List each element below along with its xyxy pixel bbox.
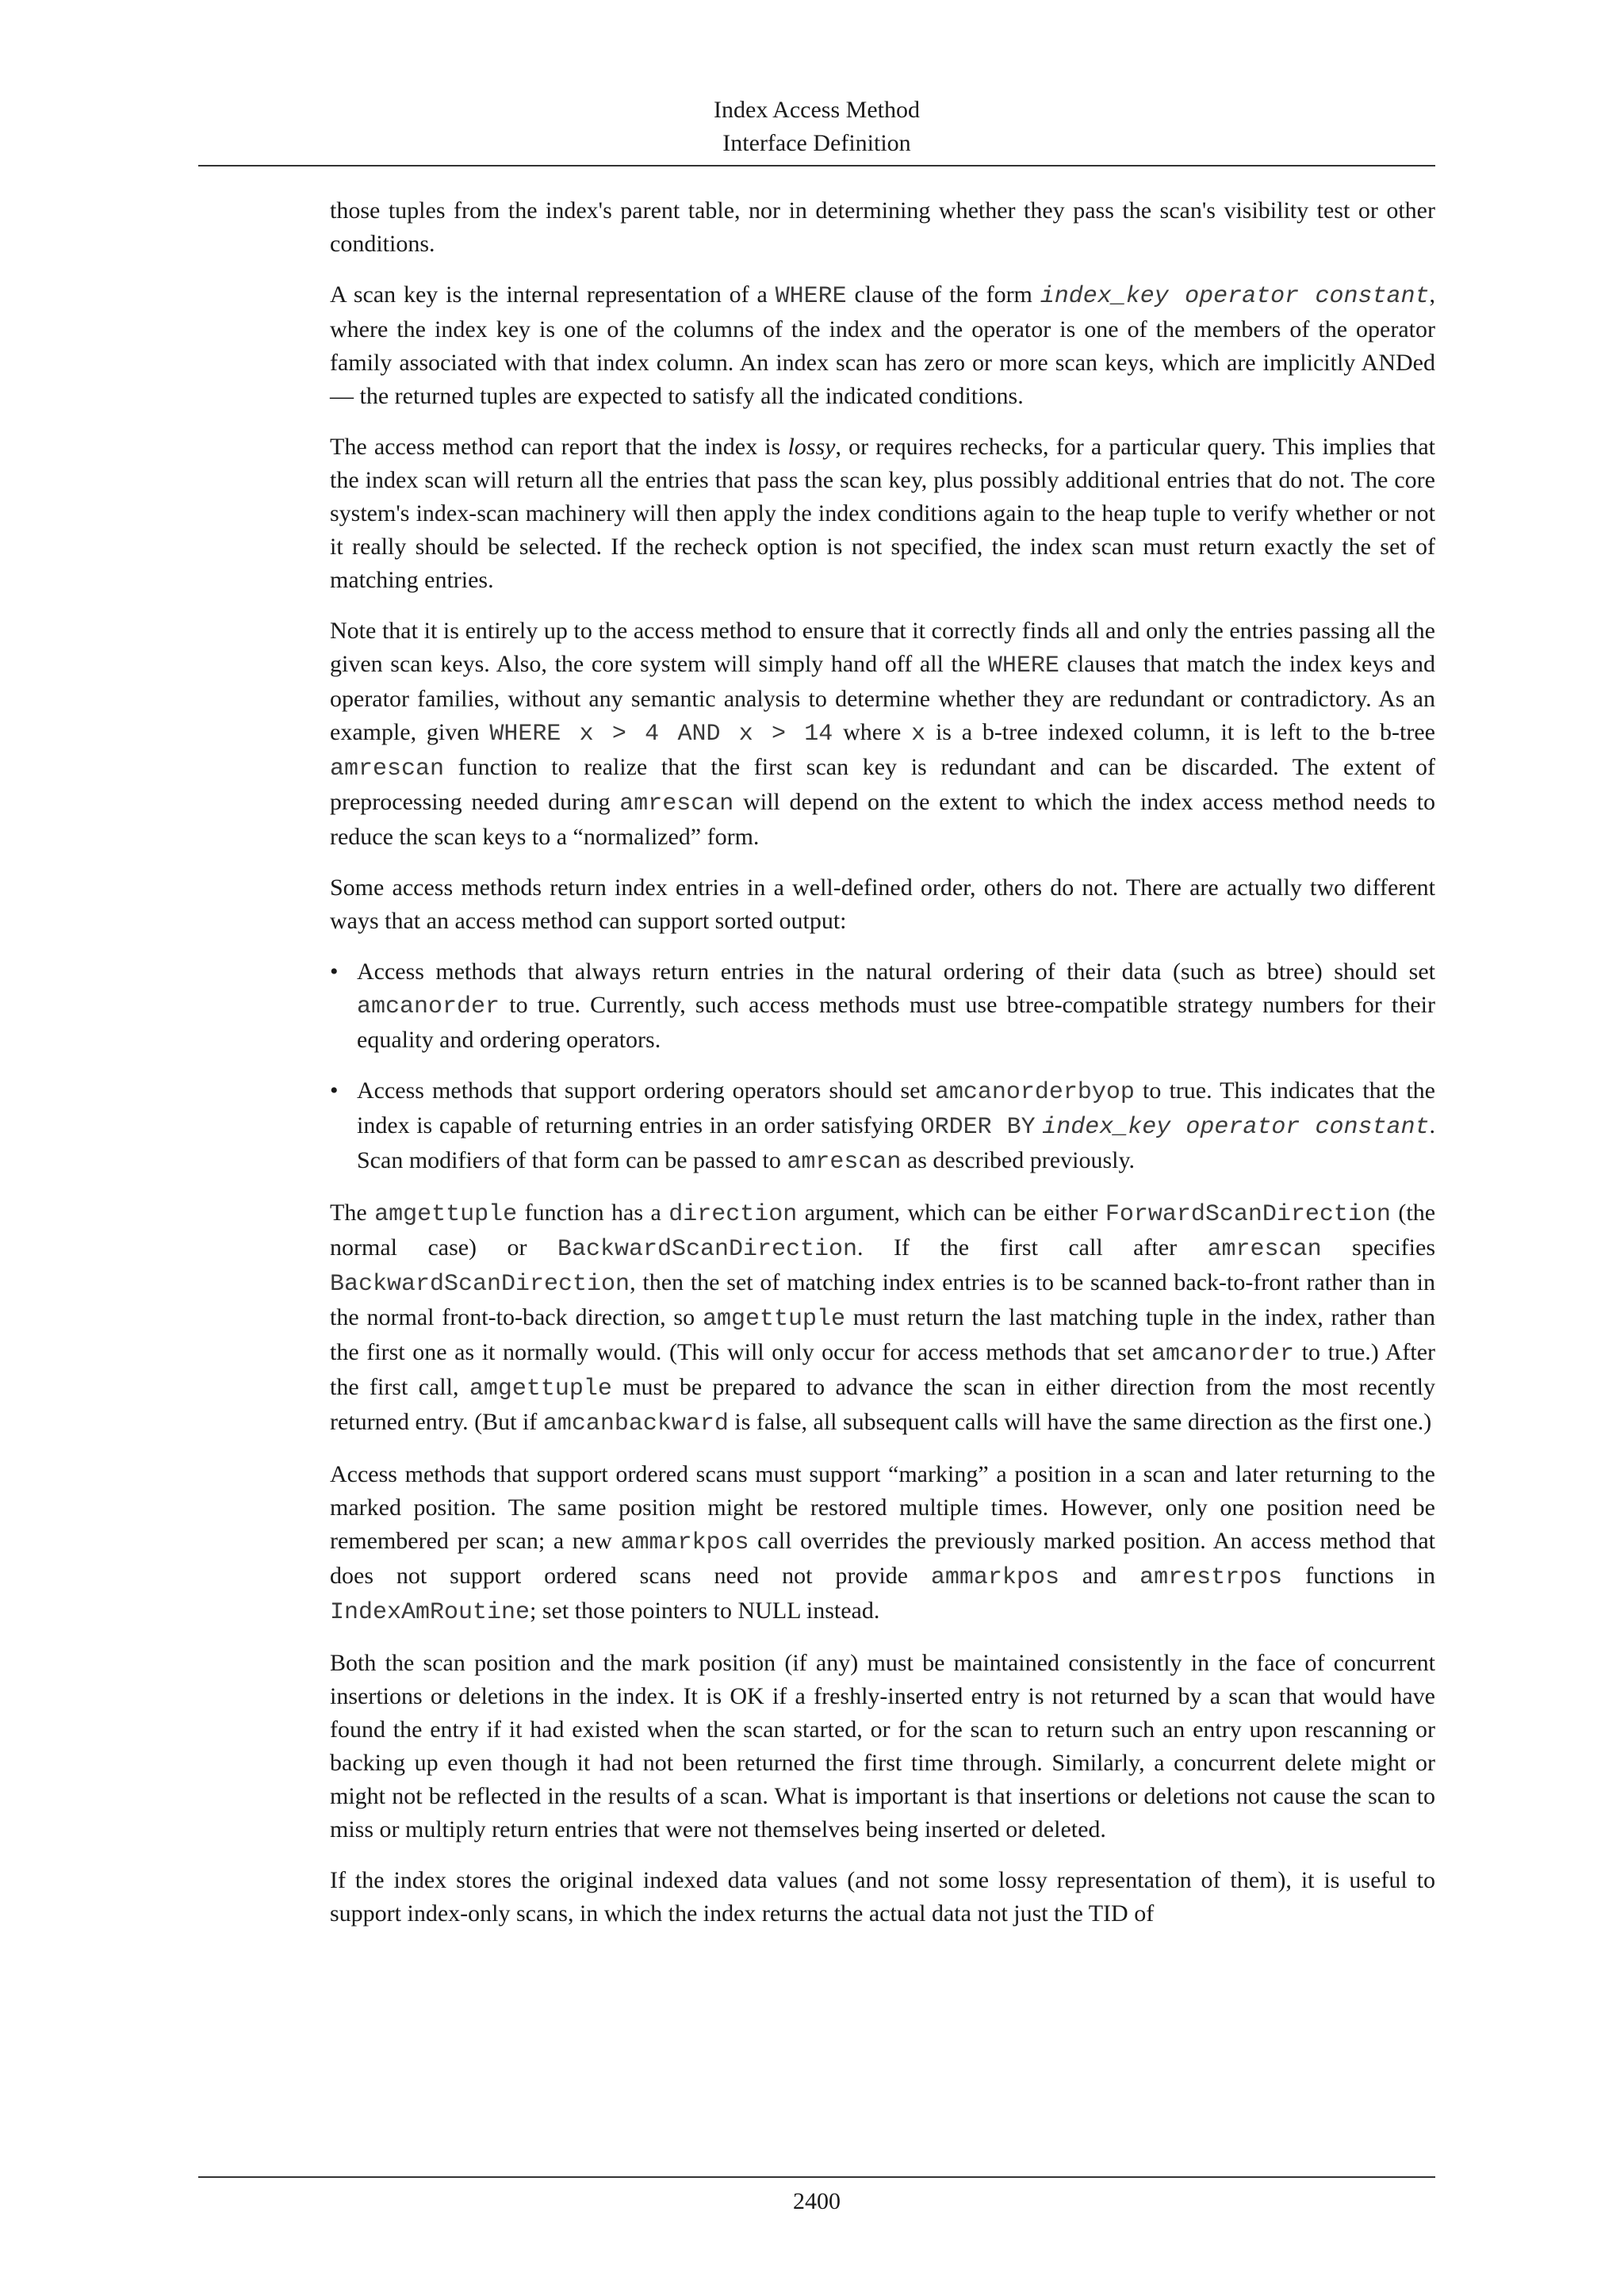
- paragraph-concurrency: [330, 1647, 1435, 1846]
- paragraph-sorted-output: [330, 871, 1435, 938]
- code-amgettuple: amgettuple: [469, 1376, 612, 1402]
- paragraph-amgettuple-direction: [330, 1196, 1435, 1441]
- sorted-output-list: [330, 955, 1435, 1179]
- footer-rule: [198, 2176, 1435, 2178]
- code-amcanorderbyop: amcanorderbyop: [934, 1079, 1135, 1106]
- text-run: functions in: [1282, 1563, 1435, 1589]
- paragraph-index-only-scans: [330, 1864, 1435, 1931]
- header-rule: [198, 165, 1435, 166]
- code-where: WHERE: [775, 283, 847, 310]
- text-run: function has a: [517, 1200, 669, 1226]
- text-run: call overrides the previously marked position. An access method that does not support ordered scans need not provide: [330, 1528, 1436, 1589]
- text-run: will depend on the extent to which the index access method needs to reduce the scan keys to a “normalized” form.: [330, 789, 1435, 850]
- code-x: x: [911, 721, 926, 748]
- code-where: WHERE: [987, 652, 1059, 679]
- text-run: Note that it is entirely up to the access method to ensure that it correctly finds all and only the entries passing all the given scan keys. Also, the core system will simply hand off all the: [330, 618, 1435, 677]
- text-run: where: [833, 719, 912, 745]
- paragraph-marking: [330, 1458, 1435, 1629]
- paragraph-text: those tuples from the index's parent table, nor in determining whether they pass the scan's visibility test or other conditions.: [330, 197, 1435, 257]
- text-run: specifies: [1321, 1234, 1435, 1261]
- paragraph-text: Both the scan position and the mark position (if any) must be maintained consistently in the face of concurrent insertions or deletions in the index. It is OK if a freshly-inserted entry is not returned by a scan that would have found the entry if it had existed when the scan started, or for the scan to return such an entry upon rescanning or backing up even though it had not been returned the first time through. Similarly, a concurrent delete might or might not be reflected in the results of a scan. What is important is that insertions or deletions not cause the scan to miss or multiply return entries that were not themselves being inserted or deleted.: [330, 1650, 1435, 1843]
- header-section-title: Interface Definition: [722, 130, 911, 156]
- code-amrescan: amrescan: [787, 1149, 902, 1176]
- text-run: . If the first call after: [857, 1234, 1208, 1261]
- code-amcanbackward: amcanbackward: [542, 1410, 729, 1437]
- code-backward-scan-direction: BackwardScanDirection: [330, 1271, 630, 1298]
- text-run: is a b-tree indexed column, it is left to the b-tree: [925, 719, 1435, 745]
- code-backward-scan-direction: BackwardScanDirection: [557, 1236, 858, 1263]
- code-scan-key-form: index_key operator constant: [1040, 283, 1430, 310]
- emphasis-lossy: lossy: [787, 434, 836, 460]
- page-body: [330, 194, 1435, 1948]
- text-run: , or requires rechecks, for a particular query. This implies that the index scan will return all the entries that pass the scan key, plus possibly additional entries that do not. The core system's index-scan machinery will then apply the index conditions again to the heap tuple to verify whether or not it really should be selected. If the recheck option is not specified, the index scan must return exactly the set of matching entries.: [330, 434, 1436, 593]
- code-ammarkpos: ammarkpos: [620, 1529, 749, 1556]
- page-number: 2400: [793, 2188, 841, 2214]
- code-amrescan: amrescan: [330, 756, 445, 783]
- paragraph-text: Some access methods return index entries in a well-defined order, others do not. There are actually two different ways that an access method can support sorted output:: [330, 874, 1435, 934]
- code-amrescan: amrescan: [619, 790, 734, 817]
- text-run: A scan key is the internal representation of a: [330, 281, 776, 308]
- paragraph-text: If the index stores the original indexed data values (and not some lossy representation of them), it is useful to support index-only scans, in which the index returns the actual data not just the TID of: [330, 1867, 1435, 1927]
- paragraph-lossy: [330, 430, 1435, 597]
- text-run: ; set those pointers to NULL instead.: [530, 1598, 880, 1624]
- paragraph-tuples-continuation: [330, 194, 1435, 261]
- text-run: must return the last matching tuple in the index, rather than the first one as it normally would. (This will only occur for access methods that set: [330, 1304, 1435, 1365]
- header-chapter-title: Index Access Method: [714, 97, 920, 123]
- code-amrescan: amrescan: [1207, 1236, 1322, 1263]
- code-order-by-form: index_key operator constant: [1042, 1114, 1430, 1141]
- text-run: clauses that match the index keys and operator families, without any semantic analysis to determine whether they are redundant or contradictory. As an example, given: [330, 651, 1435, 745]
- text-run: clause of the form: [846, 281, 1040, 308]
- text-run: , then the set of matching index entries is to be scanned back-to-front rather than in the normal front-to-back direction, so: [330, 1269, 1435, 1330]
- code-amgettuple: amgettuple: [702, 1306, 845, 1333]
- text-run: as described previously.: [901, 1147, 1136, 1173]
- code-direction: direction: [668, 1201, 798, 1228]
- text-run: The: [330, 1200, 375, 1226]
- paragraph-scan-key: [330, 278, 1435, 413]
- text-run: and: [1059, 1563, 1140, 1589]
- code-ammarkpos: ammarkpos: [930, 1564, 1059, 1591]
- text-run: Access methods that support ordered scans must support “marking” a position in a scan and later returning to the marked position. The same position might be restored multiple times. However, only one position need be remembered per scan; a new: [330, 1461, 1435, 1554]
- text-run: Access methods that always return entries in the natural ordering of their data (such as btree) should set: [357, 959, 1435, 985]
- text-run: must be prepared to advance the scan in either direction from the most recently returned entry. (But if: [330, 1374, 1436, 1435]
- code-amrestrpos: amrestrpos: [1139, 1564, 1283, 1591]
- text-run: is false, all subsequent calls will have the same direction as the first one.): [728, 1409, 1432, 1435]
- code-example-where: WHERE x > 4 AND x > 14: [489, 721, 833, 748]
- code-amcanorder: amcanorder: [1151, 1341, 1295, 1368]
- text-run: (the normal case) or: [330, 1200, 1436, 1261]
- code-amcanorder: amcanorder: [357, 993, 500, 1020]
- text-run: . Scan modifiers of that form can be passed to: [357, 1112, 1435, 1173]
- text-run: to true.) After the first call,: [330, 1339, 1435, 1400]
- text-run: to true. Currently, such access methods must use btree-compatible strategy numbers for their equality and ordering operators.: [357, 992, 1435, 1053]
- list-item-amcanorderbyop: [330, 1074, 1435, 1179]
- code-index-am-routine: IndexAmRoutine: [330, 1599, 530, 1626]
- text-run: to true. This indicates that the index is capable of returning entries in an order satisfying: [357, 1077, 1435, 1138]
- text-run: argument, which can be either: [797, 1200, 1105, 1226]
- text-run: , where the index key is one of the columns of the index and the operator is one of the members of the operator family associated with that index column. An index scan has zero or more scan keys, which are implicitly ANDed — the returned tuples are expected to satisfy all the indicated conditions.: [330, 281, 1435, 409]
- code-amgettuple: amgettuple: [374, 1201, 518, 1228]
- text-run: function to realize that the first scan key is redundant and can be discarded. The extent of preprocessing needed during: [330, 754, 1435, 815]
- text-run: Access methods that support ordering operators should set: [357, 1077, 935, 1104]
- code-forward-scan-direction: ForwardScanDirection: [1105, 1201, 1391, 1228]
- list-item-amcanorder: [330, 955, 1435, 1057]
- running-header: [198, 94, 1435, 160]
- paragraph-scan-keys-redundant: [330, 614, 1435, 854]
- code-order-by: ORDER BY: [920, 1114, 1036, 1141]
- text-run: The access method can report that the index is: [330, 434, 788, 460]
